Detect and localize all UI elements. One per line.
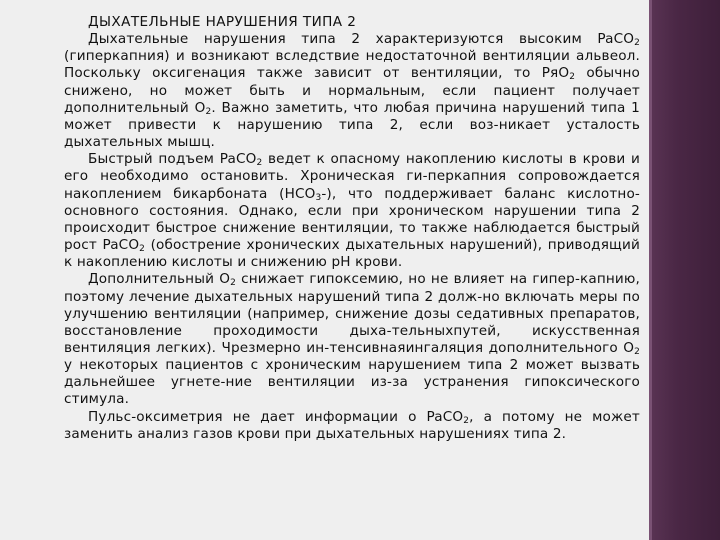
p2-text-b: ведет к опасному накоплению кислоты в крови и его необходимо остановить. Хроническая ги-перкапния сопровождается накоплением бикарбоната (HCO xyxy=(64,151,641,202)
p3-sub-b: 2 xyxy=(634,346,640,357)
paragraph-3 xyxy=(64,271,640,408)
p1-sub-b: 2 xyxy=(569,72,576,83)
p1-text-b: (гиперкапния) и возникают вследствие недостаточной вентиляции альвеол. Поскольку оксигенация также зависит от вентиляции, то PяO xyxy=(64,48,640,82)
paragraph-2 xyxy=(64,151,640,271)
paragraph-4 xyxy=(64,409,640,443)
decorative-sidebar xyxy=(649,0,720,540)
p1-text-c: обычно снижено, но может быть и нормальным, если пациент получает дополнительный O xyxy=(64,65,640,116)
p3-text-b: снижает гипоксемию, но не влияет на гипер-капнию, поэтому лечение дыхательных нарушений типа 2 долж-но включать меры по улучшению вентиляции (например, снижение дозы седативных препаратов, восстановление проходимости дыха-тельныхпутей, искусственная вентиляция легких). Чрезмерно ин-тенсивнаяингаляция дополнительного O xyxy=(64,271,640,356)
p2-text-d: (обострение хронических дыхательных нарушений), приводящий к накоплению кислоты и снижению pH крови. xyxy=(64,237,640,271)
p4-text-b: , а потому не может заменить анализ газов крови при дыхательных нарушениях типа 2. xyxy=(64,408,640,442)
p3-sub-a: 2 xyxy=(230,278,236,289)
p2-sub-c: 2 xyxy=(139,244,146,255)
p4-text-a: Пульс-оксиметрия не дает информации о PaCO xyxy=(88,408,464,425)
p1-sub-a: 2 xyxy=(634,38,640,49)
p1-text-a: Дыхательные нарушения типа 2 характеризуются высоким PaCO xyxy=(88,31,635,48)
slide-title: ДЫХАТЕЛЬНЫЕ НАРУШЕНИЯ ТИПА 2 xyxy=(88,14,357,30)
p2-sub-a: 2 xyxy=(256,158,263,169)
p3-text-c: у некоторых пациентов с хроническим нарушением типа 2 может вызвать дальнейшее угнете-ние вентиляции из-за устранения гипоксического стимула. xyxy=(64,357,640,408)
paragraph-1 xyxy=(64,31,640,151)
p1-text-d: . Важно заметить, что любая причина нарушений типа 1 может привести к нарушению типа 2, если воз-никает усталость дыхательных мышц. xyxy=(64,99,640,151)
p2-text-a: Быстрый подъем PaCO xyxy=(88,151,257,168)
p3-text-a: Дополнительный O xyxy=(88,271,231,288)
slide-body xyxy=(64,14,640,443)
p2-sub-b: 3 xyxy=(315,192,322,203)
p2-text-c: -), что поддерживает баланс кислотно-основного состояния. Однако, если при хроническом нарушении типа 2 происходит быстрое снижение вентиляции, то также наблюдается быстрый рост PaCO xyxy=(64,185,640,254)
p1-sub-c: 2 xyxy=(205,106,212,117)
p4-sub-a: 2 xyxy=(463,415,470,426)
